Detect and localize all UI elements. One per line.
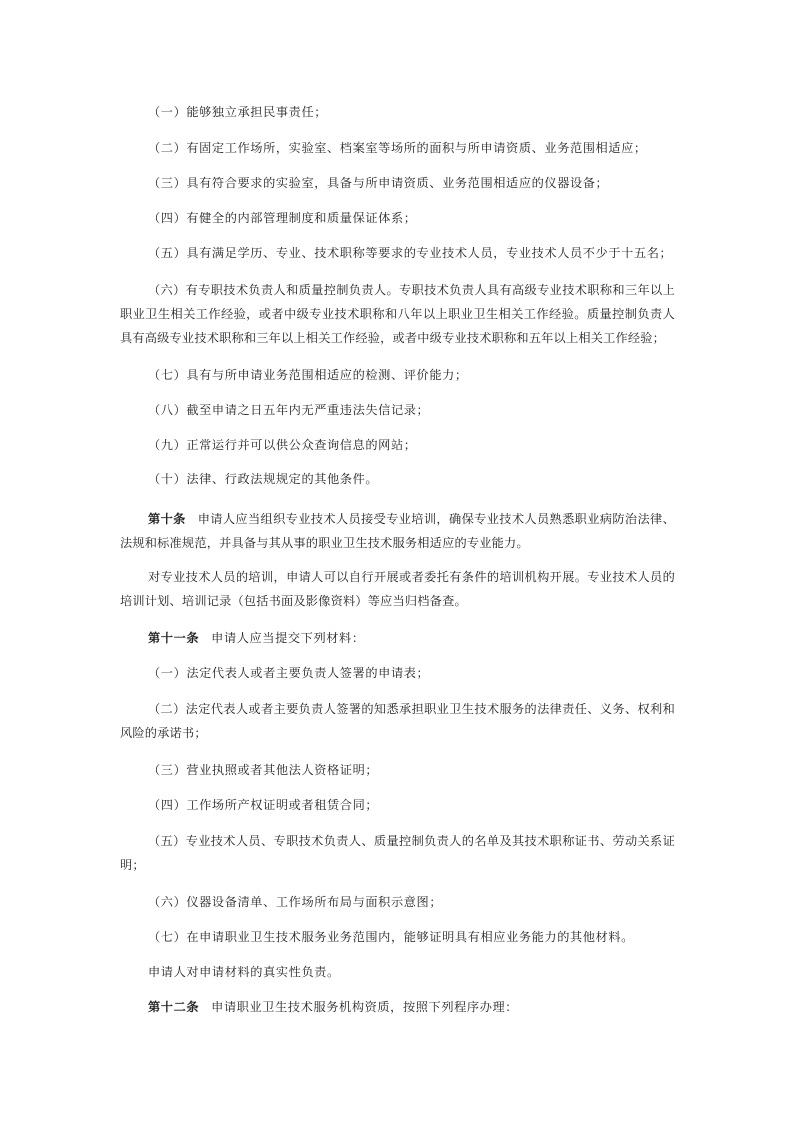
condition-5: （五）具有满足学历、专业、技术职称等要求的专业技术人员，专业技术人员不少于十五名； — [148, 246, 673, 260]
article-10-text: 申请人应当组织专业技术人员接受专业培训，确保专业技术人员熟悉职业病防治法律、法规和标准规范，并具备与其从事的职业卫生技术服务相适应的专业能力。 — [120, 512, 675, 550]
condition-8: （八）截至申请之日五年内无严重违法失信记录； — [148, 403, 430, 417]
article-10-label: 第十条 — [148, 512, 186, 526]
material-2: （二）法定代表人或者主要负责人签署的知悉承担职业卫生技术服务的法律责任、义务、权利和风险的承诺书； — [120, 702, 675, 740]
material-4: （四）工作场所产权证明或者租赁合同； — [148, 798, 379, 812]
article-12 — [148, 996, 675, 1018]
condition-6 — [120, 278, 675, 350]
article-12-text: 申请职业卫生技术服务机构资质，按照下列程序办理： — [211, 1000, 519, 1014]
condition-3: （三）具有符合要求的实验室，具备与所申请资质、业务范围相适应的仪器设备； — [148, 176, 609, 190]
material-1: （一）法定代表人或者主要负责人签署的申请表； — [148, 666, 430, 680]
condition-6-text: （六）有专职技术负责人和质量控制负责人。专职技术负责人具有高级专业技术职称和三年以上职业卫生相关工作经验，或者中级专业技术职称和八年以上职业卫生相关工作经验。质量控制负责人具有高级专业技术职称和三年以上相关工作经验，或者中级专业技术职称和五年以上相关工作经验； — [120, 283, 675, 345]
material-6: （六）仪器设备清单、工作场所布局与面积示意图； — [148, 895, 443, 909]
article-10-para-2: 对专业技术人员的培训，申请人可以自行开展或者委托有条件的培训机构开展。专业技术人员的培训计划、培训记录（包括书面及影像资料）等应当归档备查。 — [120, 570, 675, 608]
article-11-text: 申请人应当提交下列材料： — [211, 631, 365, 645]
material-5: （五）专业技术人员、专职技术负责人、质量控制负责人的名单及其技术职称证书、劳动关系证明； — [120, 834, 675, 872]
condition-9: （九）正常运行并可以供公众查询信息的网站； — [148, 438, 417, 452]
condition-10: （十）法律、行政法规规定的其他条件。 — [148, 472, 379, 486]
condition-1: （一）能够独立承担民事责任； — [148, 105, 328, 119]
article-12-label: 第十二条 — [148, 1000, 200, 1014]
condition-2: （二）有固定工作场所，实验室、档案室等场所的面积与所申请资质、业务范围相适应； — [148, 141, 647, 155]
article-10 — [120, 507, 675, 555]
article-11 — [148, 627, 675, 649]
condition-4: （四）有健全的内部管理制度和质量保证体系； — [148, 211, 417, 225]
condition-7: （七）具有与所申请业务范围相适应的检测、评价能力； — [148, 368, 468, 382]
article-11-closing: 申请人对申请材料的真实性负责。 — [148, 965, 340, 979]
material-3: （三）营业执照或者其他法人资格证明； — [148, 763, 379, 777]
material-7: （七）在申请职业卫生技术服务业务范围内，能够证明具有相应业务能力的其他材料。 — [148, 930, 634, 944]
article-11-label: 第十一条 — [148, 631, 200, 645]
